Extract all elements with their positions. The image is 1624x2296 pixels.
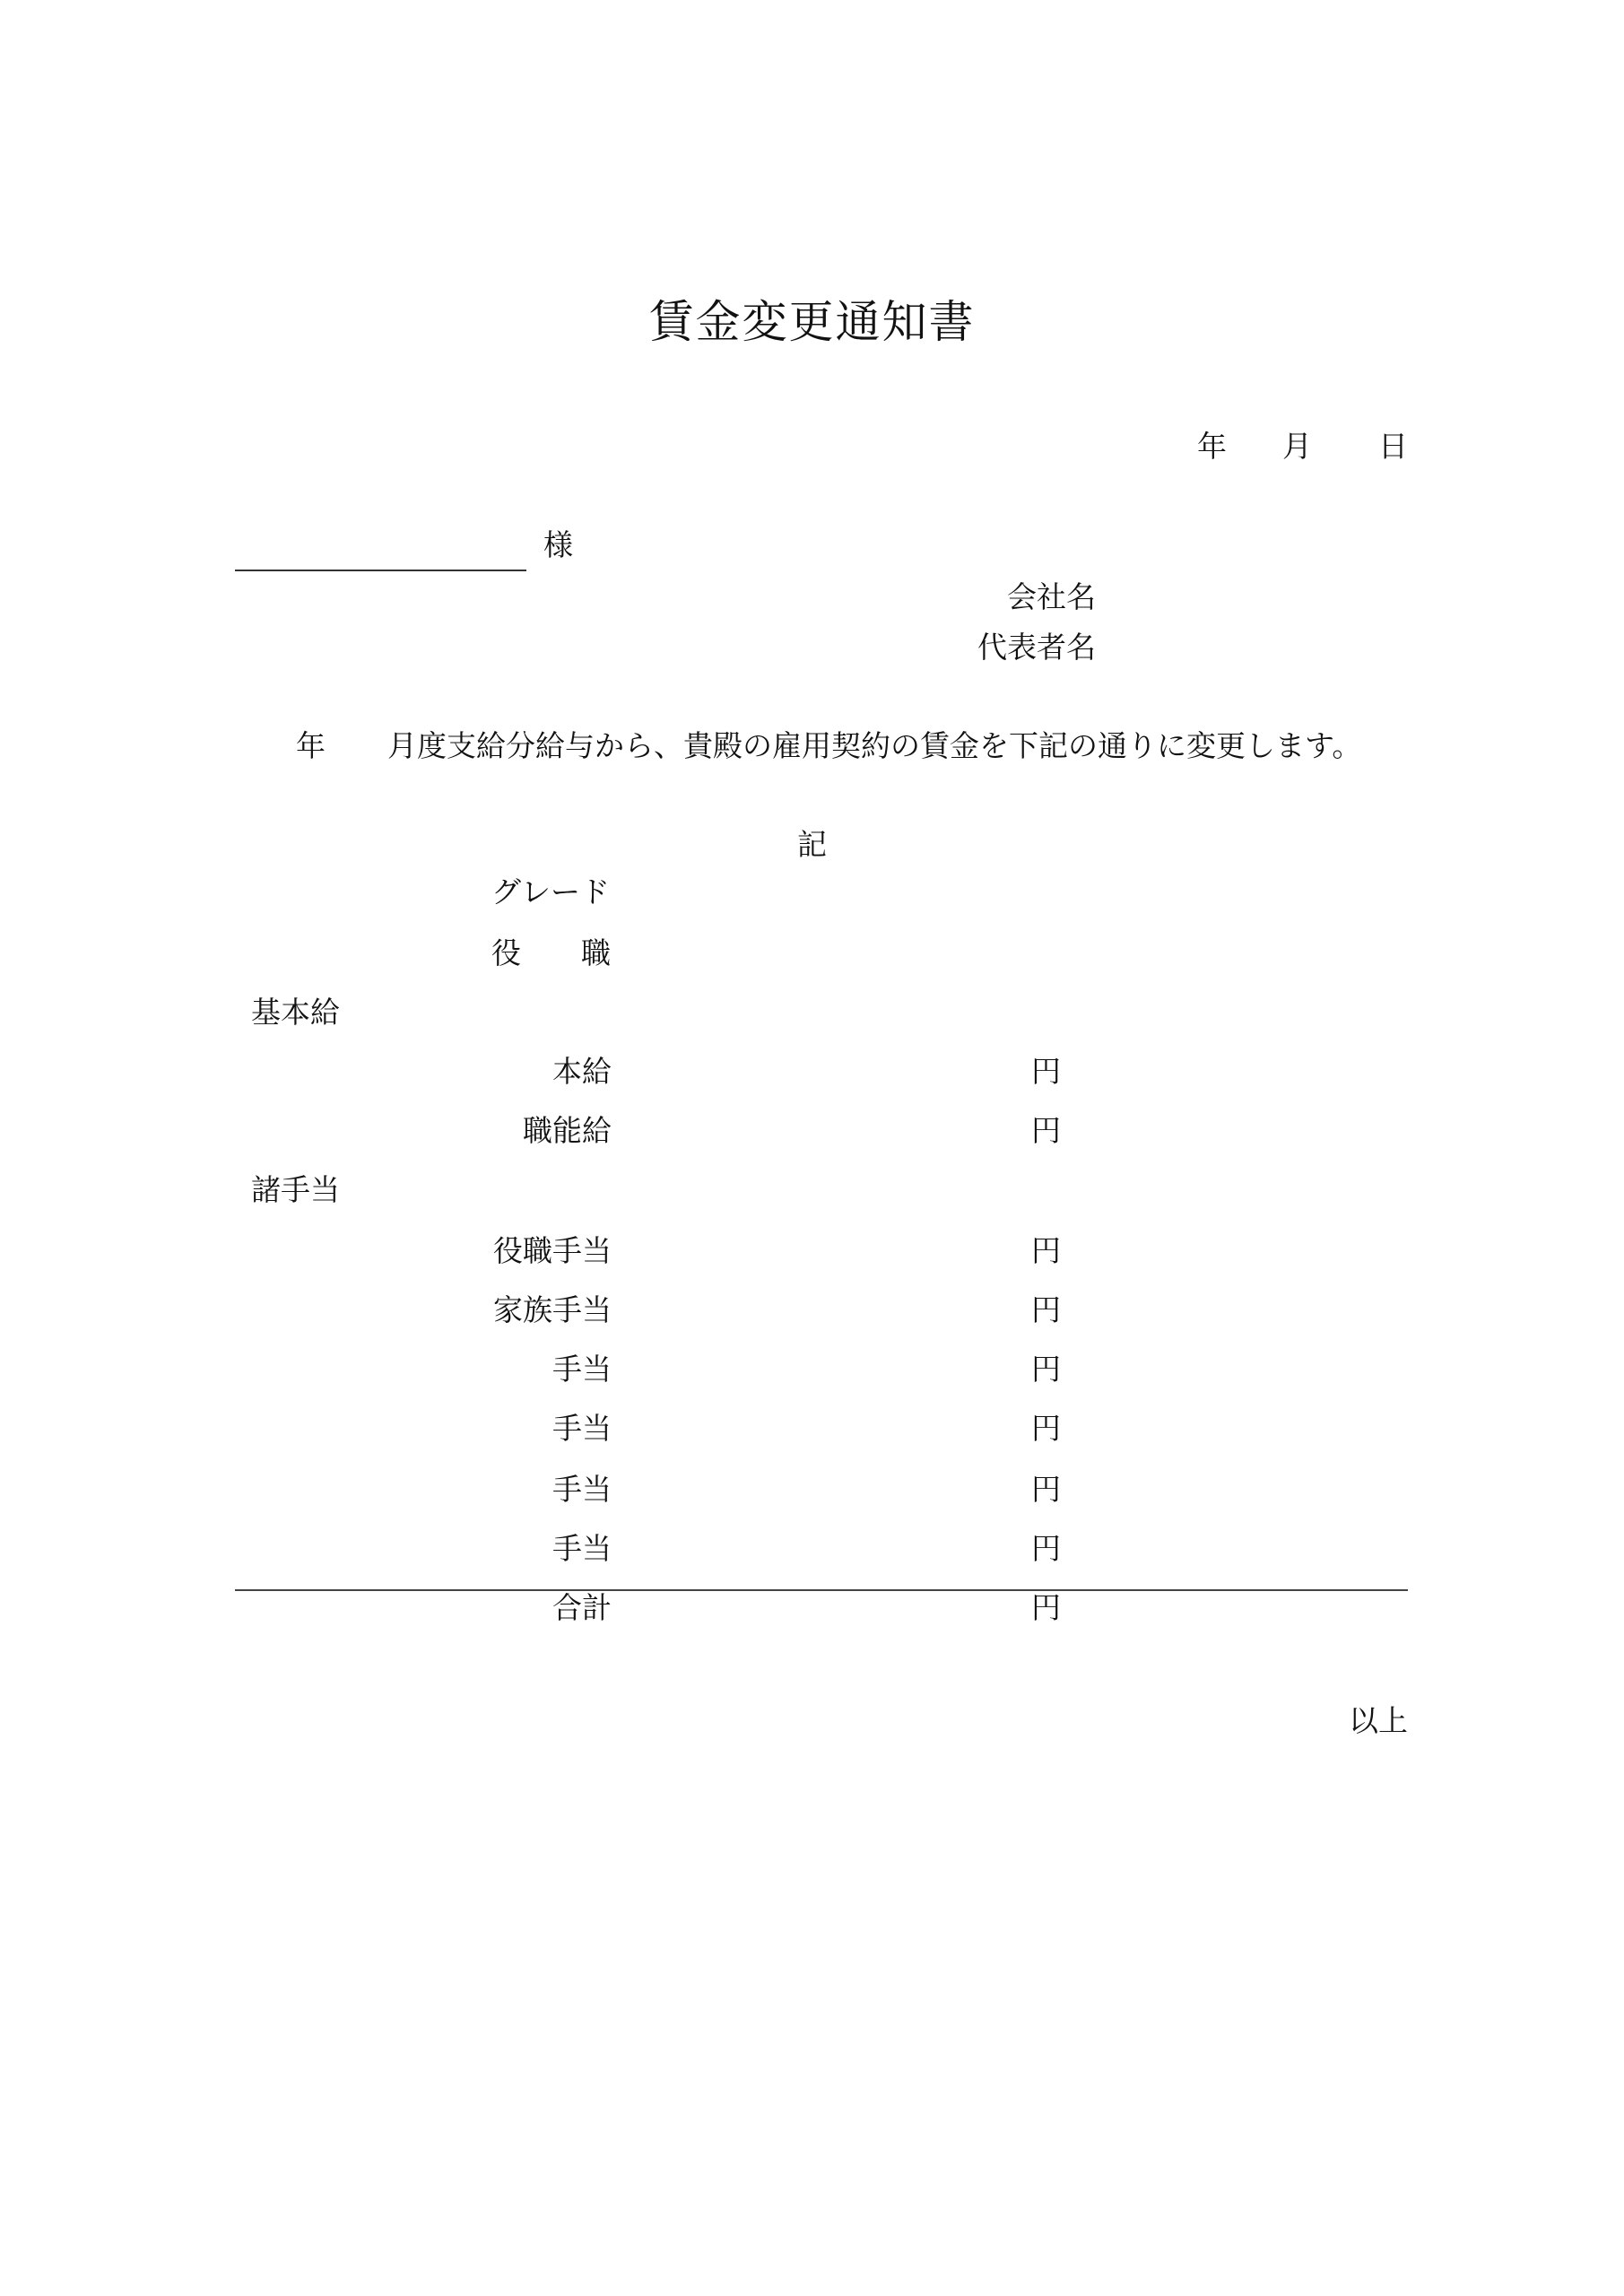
allowances-heading: 諸手当 (251, 1172, 340, 1207)
document-title: 賃金変更通知書 (648, 296, 976, 348)
allowance-item-unit: 円 (1031, 1411, 1061, 1446)
body-text: 月度支給分給与から、貴殿の雇用契約の賃金を下記の通りに変更します。 (387, 728, 1362, 763)
body-year-label: 年 (296, 728, 326, 763)
allowance-item-unit: 円 (1031, 1352, 1061, 1387)
basic-pay-item-label: 本給 (552, 1054, 612, 1089)
date-year-label: 年 (1197, 429, 1227, 464)
basic-pay-item-unit: 円 (1031, 1054, 1061, 1089)
allowance-item-unit: 円 (1031, 1531, 1061, 1566)
allowance-item-label: 手当 (552, 1352, 612, 1387)
closing-text: 以上 (1349, 1703, 1408, 1738)
basic-pay-item-unit: 円 (1031, 1113, 1061, 1148)
allowance-item-unit: 円 (1031, 1292, 1061, 1327)
allowance-item-unit: 円 (1031, 1233, 1061, 1268)
basic-pay-heading: 基本給 (251, 995, 340, 1030)
total-label: 合計 (552, 1590, 612, 1625)
allowance-item-unit: 円 (1031, 1472, 1061, 1507)
total-unit: 円 (1031, 1590, 1061, 1625)
date-day-label: 日 (1378, 429, 1408, 464)
position-label-first: 役 (491, 935, 521, 970)
recipient-honorific: 様 (543, 527, 573, 562)
position-label-second: 職 (581, 935, 611, 970)
ki-heading: 記 (797, 827, 827, 862)
recipient-name-line (235, 570, 526, 571)
company-name-label: 会社名 (1007, 579, 1096, 614)
allowance-item-label: 家族手当 (493, 1292, 612, 1327)
representative-name-label: 代表者名 (977, 630, 1096, 665)
grade-label: グレード (491, 874, 610, 909)
allowance-item-label: 役職手当 (493, 1233, 612, 1268)
date-month-label: 月 (1282, 429, 1312, 464)
allowance-item-label: 手当 (552, 1472, 612, 1507)
basic-pay-item-label: 職能給 (523, 1113, 612, 1148)
allowance-item-label: 手当 (552, 1531, 612, 1566)
allowance-item-label: 手当 (552, 1411, 612, 1446)
